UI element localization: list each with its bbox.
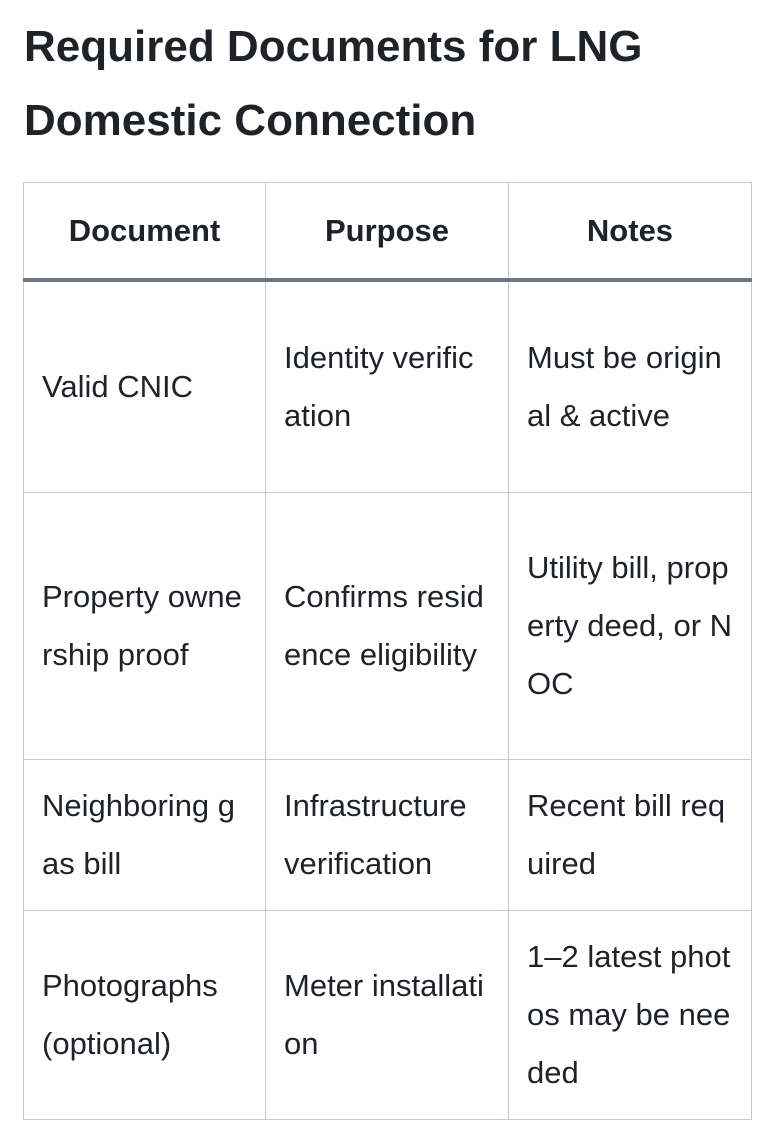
table-row xyxy=(24,493,752,760)
table-row xyxy=(24,911,752,1120)
cell-purpose: Confirms residence eligibility xyxy=(266,493,509,760)
cell-purpose: Infrastructure verification xyxy=(266,760,509,911)
table-row xyxy=(24,280,752,493)
cell-purpose: Identity verification xyxy=(266,280,509,493)
header-document: Document xyxy=(24,183,266,281)
header-notes: Notes xyxy=(509,183,752,281)
documents-table xyxy=(23,182,752,1120)
cell-document: Neighboring gas bill xyxy=(24,760,266,911)
header-purpose: Purpose xyxy=(266,183,509,281)
cell-notes: Must be original & active xyxy=(509,280,752,493)
page-title: Required Documents for LNG Domestic Connection xyxy=(24,22,643,145)
table-row xyxy=(24,760,752,911)
cell-notes: Recent bill required xyxy=(509,760,752,911)
cell-document: Property ownership proof xyxy=(24,493,266,760)
cell-notes: Utility bill, property deed, or NOC xyxy=(509,493,752,760)
cell-purpose: Meter installation xyxy=(266,911,509,1120)
cell-document: Valid CNIC xyxy=(24,280,266,493)
cell-document: Photographs (optional) xyxy=(24,911,266,1120)
cell-notes: 1–2 latest photos may be needed xyxy=(509,911,752,1120)
table-header-row xyxy=(24,183,752,281)
